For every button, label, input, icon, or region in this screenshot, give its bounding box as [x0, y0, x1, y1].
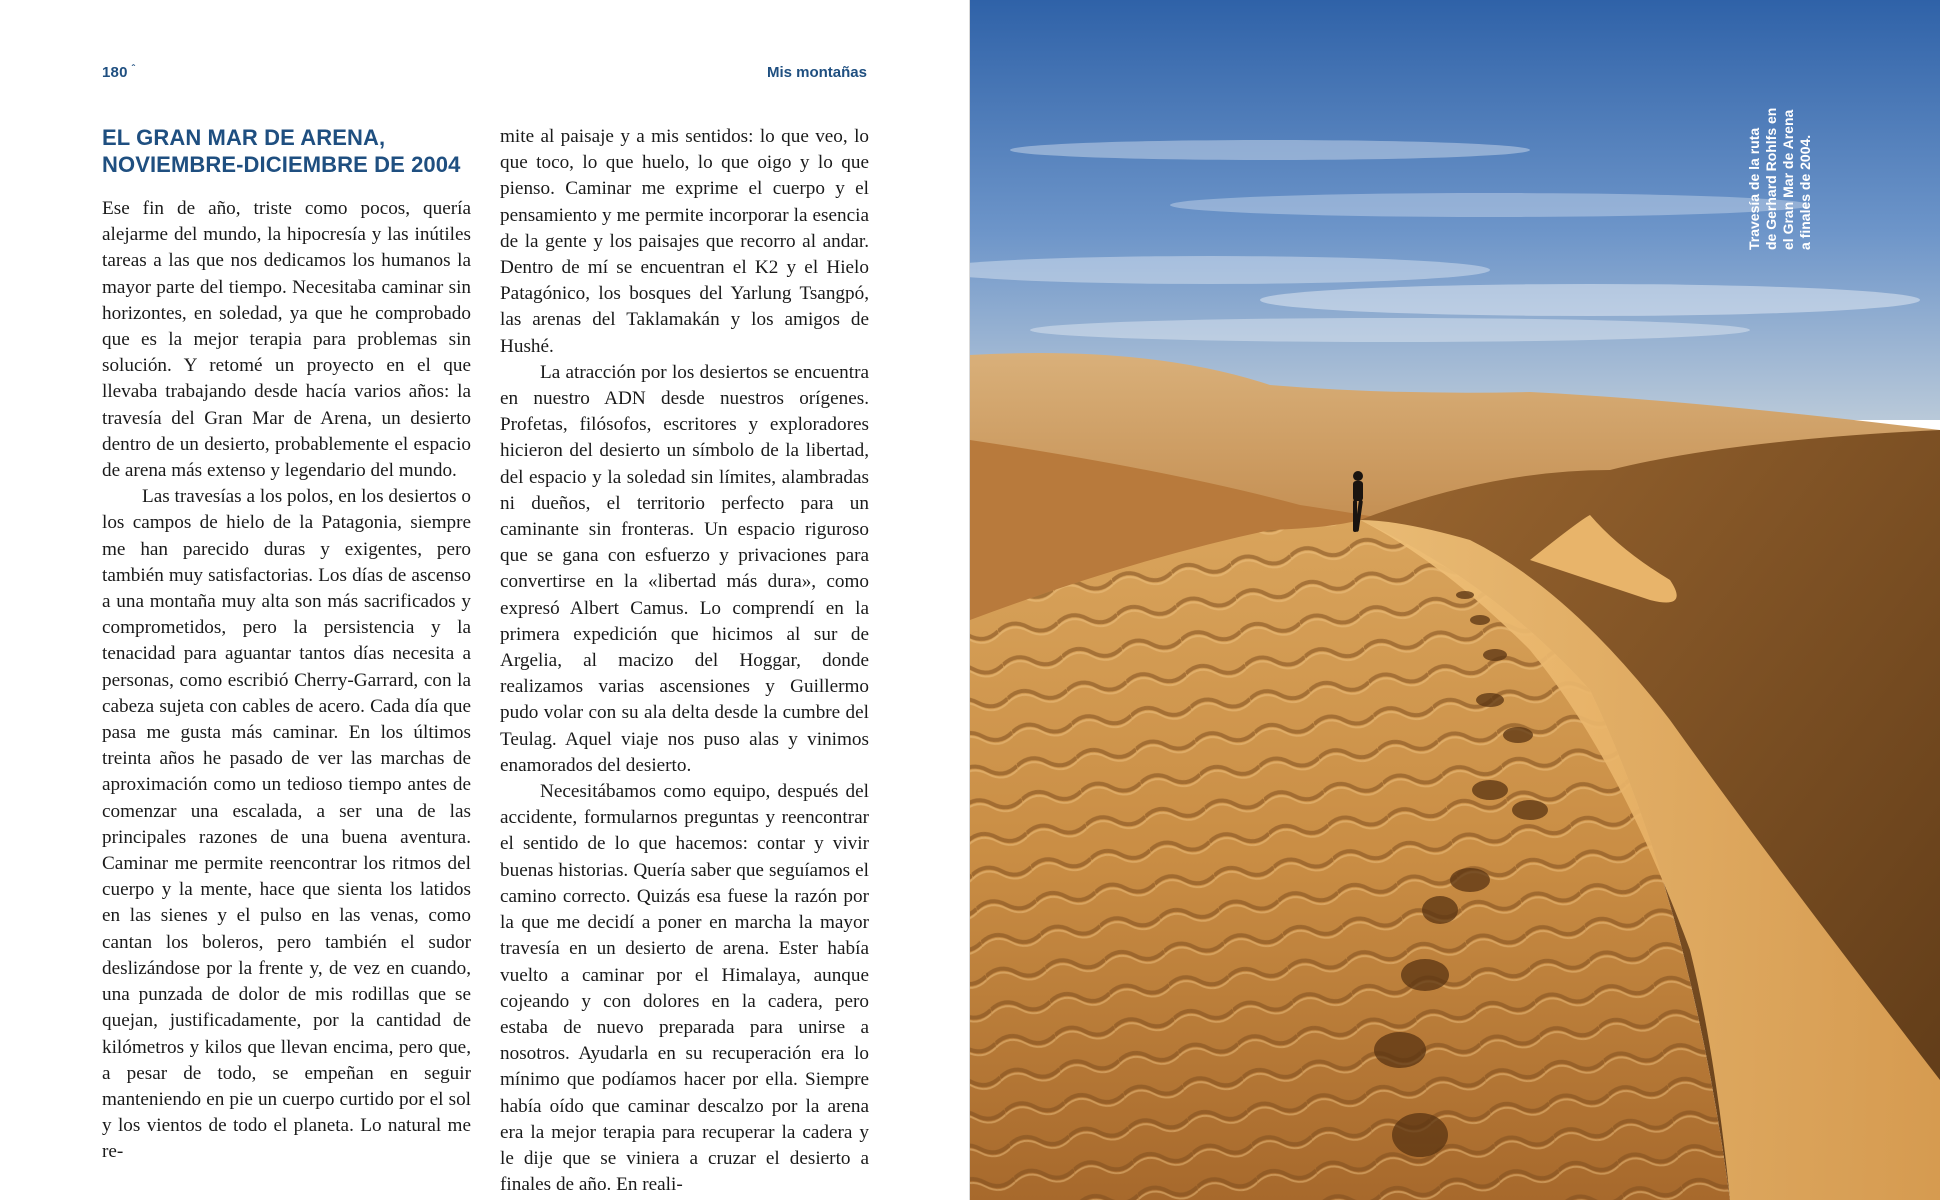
photo-caption-line-3: el Gran Mar de Arena	[1780, 109, 1796, 250]
photo-caption-line-1: Travesía de la ruta	[1746, 127, 1762, 250]
page-number	[102, 64, 135, 81]
photo-caption-line-2: de Gerhard Rohlfs en	[1763, 107, 1779, 250]
text-column-right	[500, 124, 869, 1198]
chapter-title	[102, 124, 471, 178]
body-paragraph-1: Ese fin de año, triste como pocos, quería alejarme del mundo, la hipocresía y las inútiles tareas a las que nos dedicamos los humanos la mayor parte del tiempo. Necesitaba caminar sin horizontes, en soledad, ya que he comprobado que es la mejor terapia para problemas sin solución. Y retomé un proyecto en el que llevaba trabajando desde hacía varios años: la travesía del Gran Mar de Arena, un desierto dentro de un desierto, probablemente el espacio de arena más extenso y legendario del mundo.	[102, 198, 471, 482]
page-number-value: 180	[102, 64, 128, 81]
body-paragraph-2-continued: mite al paisaje y a mis sentidos: lo que veo, lo que toco, lo que huelo, lo que oigo y lo que pienso. Caminar me exprime el cuerpo y el pensamiento y me permite incorporar la esencia de la gente y los paisajes que recorro al andar. Dentro de mí se encuentran el K2 y el Hielo Patagónico, los bosques del Yarlung Tsangpó, las arenas del Taklamakán y los amigos de Hushé.	[500, 126, 869, 357]
chapter-title-line-1: EL GRAN MAR DE ARENA,	[102, 125, 386, 150]
chapter-title-line-2: NOVIEMBRE-DICIEMBRE DE 2004	[102, 152, 461, 177]
photo-caption	[1746, 108, 1814, 250]
page-number-mark: ˆ	[131, 64, 136, 75]
photo-caption-line-4: a finales de 2004.	[1797, 134, 1813, 250]
running-title: Mis montañas	[766, 64, 867, 81]
body-paragraph-3: La atracción por los desiertos se encuentra en nuestro ADN desde nuestros orígenes. Profetas, filósofos, escritores y exploradores hicieron del desierto un símbolo de la libertad, del espacio y la soledad sin límites, alambradas ni dueños, el territorio perfecto para un caminante sin fronteras. Un espacio riguroso que se gana con esfuerzo y privaciones para convertirse en la «libertad más dura», como expresó Albert Camus. Lo comprendí en la primera expedición que hicimos al sur de Argelia, al macizo del Hoggar, donde realizamos varias ascensiones y Guillermo pudo volar con su ala delta desde la cumbre del Teulag. Aquel viaje nos puso alas y vinimos enamorados del desierto.	[500, 361, 869, 776]
body-paragraph-2: Las travesías a los polos, en los desiertos o los campos de hielo de la Patagonia, siempre me han parecido duras y exigentes, pero también muy satisfactorias. Los días de ascenso a una montaña muy alta son más sacrificados y comprometidos, pero la persistencia y la tenacidad para aguantar tantos días necesita a personas, como escribió Cherry-Garrard, con la cabeza sujeta con cables de acero. Cada día que pasa me gusta más caminar. En los últimos treinta años he pasado de ver las marchas de aproximación como un tedioso tiempo antes de comenzar una escalada, a ser una de las principales razones de una buena aventura. Caminar me permite reencontrar los ritmos del cuerpo y la mente, hace que sienta los latidos en las sienes y el pulso en las venas, como cantan los boleros, pero también el sudor deslizándose por la frente y, de vez en cuando, una punzada de dolor de mis rodillas que se quejan, justificadamente, por la cantidad de kilómetros y kilos que llevan encima, pero que, a pesar de todo, se empeñan en seguir manteniendo en pie un cuerpo curtido por el sol y los vientos de todo el planeta. Lo natural me re-	[102, 486, 471, 1163]
body-paragraph-4: Necesitábamos como equipo, después del accidente, formularnos preguntas y reencontrar el sentido de lo que hacemos: contar y vivir buenas historias. Quería saber que seguíamos el camino correcto. Quizás esa fuese la razón por la que me decidí a poner en marcha la mayor travesía en un desierto de arena. Ester había vuelto a caminar por el Himalaya, aunque cojeando y con dolores en la cadera, pero estaba de nuevo preparada para unirse a nosotros. Ayudarla en su recuperación era lo mínimo que podíamos hacer por ella. Siempre había oído que caminar descalzo por la arena era la mejor terapia para recuperar la cadera y le dije que se viniera a cruzar el desierto a finales de año. En reali-	[500, 781, 869, 1196]
text-column-left	[102, 124, 471, 1166]
